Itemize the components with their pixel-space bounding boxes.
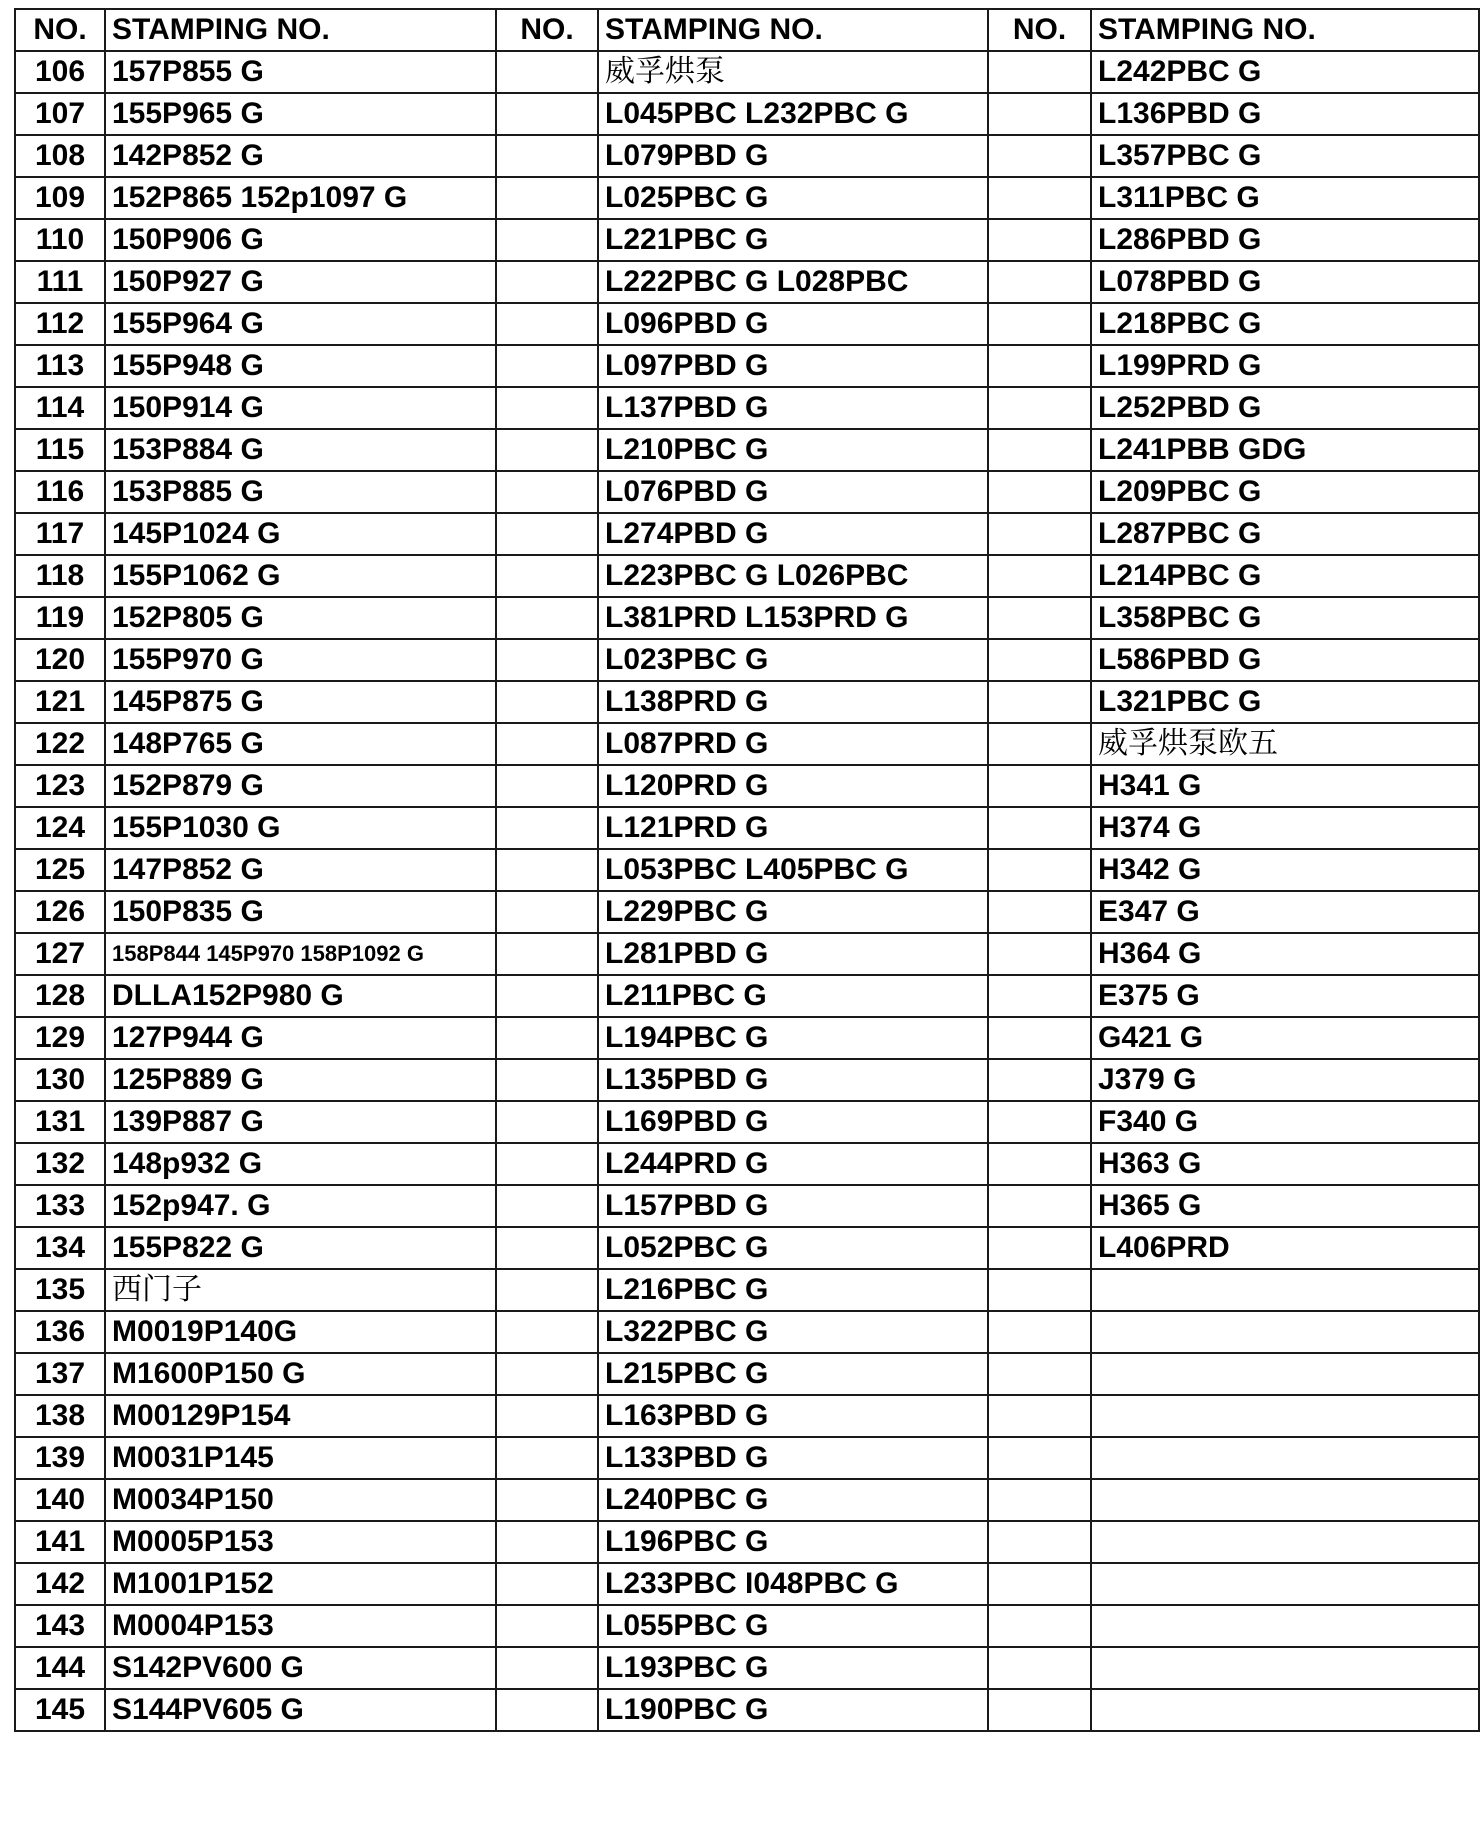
- row-no-col3: [988, 765, 1091, 807]
- row-no-col3: [988, 1563, 1091, 1605]
- table-row: [15, 1605, 1479, 1647]
- row-no-col1: 130: [15, 1059, 105, 1101]
- stamping-no-col2: L210PBC G: [598, 429, 988, 471]
- stamping-no-col1: 157P855 G: [105, 51, 496, 93]
- stamping-no-col1: 155P1030 G: [105, 807, 496, 849]
- stamping-no-col2: L045PBC L232PBC G: [598, 93, 988, 135]
- row-no-col1: 118: [15, 555, 105, 597]
- stamping-no-col3: F340 G: [1091, 1101, 1479, 1143]
- row-no-col2: [496, 1479, 598, 1521]
- row-no-col1: 144: [15, 1647, 105, 1689]
- row-no-col2: [496, 555, 598, 597]
- row-no-col2: [496, 1563, 598, 1605]
- row-no-col2: [496, 975, 598, 1017]
- stamping-no-col2: L229PBC G: [598, 891, 988, 933]
- stamping-no-col3: L287PBC G: [1091, 513, 1479, 555]
- stamping-no-col1: M0019P140G: [105, 1311, 496, 1353]
- stamping-no-col1: 155P1062 G: [105, 555, 496, 597]
- row-no-col3: [988, 303, 1091, 345]
- stamping-no-col2: L216PBC G: [598, 1269, 988, 1311]
- row-no-col3: [988, 471, 1091, 513]
- stamping-no-col3: L406PRD: [1091, 1227, 1479, 1269]
- stamping-no-col2: L193PBC G: [598, 1647, 988, 1689]
- row-no-col3: [988, 555, 1091, 597]
- row-no-col3: [988, 261, 1091, 303]
- row-no-col3: [988, 849, 1091, 891]
- table-row: [15, 933, 1479, 975]
- table-row: [15, 807, 1479, 849]
- stamping-no-col2: L138PRD G: [598, 681, 988, 723]
- row-no-col2: [496, 429, 598, 471]
- row-no-col3: [988, 1605, 1091, 1647]
- row-no-col2: [496, 51, 598, 93]
- stamping-no-col2: L222PBC G L028PBC: [598, 261, 988, 303]
- stamping-no-col1: 155P964 G: [105, 303, 496, 345]
- row-no-col2: [496, 1395, 598, 1437]
- row-no-col1: 114: [15, 387, 105, 429]
- row-no-col2: [496, 1353, 598, 1395]
- stamping-no-col3: [1091, 1605, 1479, 1647]
- stamping-no-col2: L274PBD G: [598, 513, 988, 555]
- stamping-no-col1: 150P927 G: [105, 261, 496, 303]
- stamping-no-col2: L025PBC G: [598, 177, 988, 219]
- stamping-table-sheet: [14, 8, 1478, 1732]
- row-no-col2: [496, 1059, 598, 1101]
- stamping-no-col1: 145P1024 G: [105, 513, 496, 555]
- stamping-no-col1: M0034P150: [105, 1479, 496, 1521]
- row-no-col1: 133: [15, 1185, 105, 1227]
- row-no-col1: 135: [15, 1269, 105, 1311]
- row-no-col3: [988, 807, 1091, 849]
- row-no-col3: [988, 1143, 1091, 1185]
- table-row: [15, 555, 1479, 597]
- table-row: [15, 597, 1479, 639]
- stamping-no-col1: 153P885 G: [105, 471, 496, 513]
- table-row: [15, 51, 1479, 93]
- stamping-no-col2: L233PBC I048PBC G: [598, 1563, 988, 1605]
- stamping-no-col1: 150P835 G: [105, 891, 496, 933]
- row-no-col2: [496, 1185, 598, 1227]
- row-no-col3: [988, 933, 1091, 975]
- row-no-col1: 115: [15, 429, 105, 471]
- row-no-col1: 139: [15, 1437, 105, 1479]
- stamping-no-col1: 147P852 G: [105, 849, 496, 891]
- row-no-col3: [988, 345, 1091, 387]
- table-row: [15, 429, 1479, 471]
- row-no-col2: [496, 1647, 598, 1689]
- row-no-col3: [988, 387, 1091, 429]
- row-no-col1: 141: [15, 1521, 105, 1563]
- row-no-col2: [496, 933, 598, 975]
- table-row: [15, 177, 1479, 219]
- row-no-col3: [988, 51, 1091, 93]
- stamping-no-col2: L133PBD G: [598, 1437, 988, 1479]
- table-row: [15, 639, 1479, 681]
- stamping-no-col1: 152P879 G: [105, 765, 496, 807]
- row-no-col3: [988, 1689, 1091, 1731]
- row-no-col2: [496, 1269, 598, 1311]
- stamping-no-col2: L190PBC G: [598, 1689, 988, 1731]
- row-no-col2: [496, 177, 598, 219]
- stamping-no-col3: [1091, 1479, 1479, 1521]
- row-no-col1: 111: [15, 261, 105, 303]
- row-no-col2: [496, 639, 598, 681]
- stamping-no-col1: S144PV605 G: [105, 1689, 496, 1731]
- row-no-col2: [496, 1143, 598, 1185]
- stamping-no-col3: L199PRD G: [1091, 345, 1479, 387]
- stamping-no-col1: 127P944 G: [105, 1017, 496, 1059]
- stamping-no-col3: [1091, 1689, 1479, 1731]
- header-stamping-2: STAMPING NO.: [598, 9, 988, 51]
- row-no-col3: [988, 597, 1091, 639]
- row-no-col1: 132: [15, 1143, 105, 1185]
- row-no-col1: 113: [15, 345, 105, 387]
- row-no-col3: [988, 1521, 1091, 1563]
- row-no-col2: [496, 345, 598, 387]
- row-no-col1: 143: [15, 1605, 105, 1647]
- stamping-no-col3: L242PBC G: [1091, 51, 1479, 93]
- row-no-col2: [496, 1605, 598, 1647]
- stamping-no-col2: L096PBD G: [598, 303, 988, 345]
- stamping-no-col3: L311PBC G: [1091, 177, 1479, 219]
- table-row: [15, 1479, 1479, 1521]
- stamping-no-col2: L221PBC G: [598, 219, 988, 261]
- row-no-col3: [988, 723, 1091, 765]
- table-row: [15, 1437, 1479, 1479]
- row-no-col1: 138: [15, 1395, 105, 1437]
- stamping-no-col1: 153P884 G: [105, 429, 496, 471]
- stamping-no-col1: 150P906 G: [105, 219, 496, 261]
- stamping-no-col2: L244PRD G: [598, 1143, 988, 1185]
- stamping-no-col2: L157PBD G: [598, 1185, 988, 1227]
- table-row: [15, 1395, 1479, 1437]
- stamping-no-col3: E347 G: [1091, 891, 1479, 933]
- row-no-col3: [988, 429, 1091, 471]
- row-no-col1: 108: [15, 135, 105, 177]
- row-no-col3: [988, 513, 1091, 555]
- stamping-no-col1: 150P914 G: [105, 387, 496, 429]
- table-row: [15, 345, 1479, 387]
- table-row: [15, 681, 1479, 723]
- stamping-no-col2: L281PBD G: [598, 933, 988, 975]
- row-no-col2: [496, 219, 598, 261]
- stamping-table: [14, 8, 1480, 1732]
- row-no-col1: 119: [15, 597, 105, 639]
- stamping-no-col1: M1600P150 G: [105, 1353, 496, 1395]
- stamping-no-col3: [1091, 1437, 1479, 1479]
- stamping-no-col1: M0004P153: [105, 1605, 496, 1647]
- stamping-no-col2: 威孚烘泵: [598, 51, 988, 93]
- stamping-no-col2: L215PBC G: [598, 1353, 988, 1395]
- table-row: [15, 975, 1479, 1017]
- stamping-no-col1: 139P887 G: [105, 1101, 496, 1143]
- row-no-col1: 109: [15, 177, 105, 219]
- row-no-col3: [988, 1311, 1091, 1353]
- row-no-col3: [988, 93, 1091, 135]
- stamping-no-col1: M0031P145: [105, 1437, 496, 1479]
- table-row: [15, 387, 1479, 429]
- stamping-no-col3: L209PBC G: [1091, 471, 1479, 513]
- stamping-no-col1: 145P875 G: [105, 681, 496, 723]
- row-no-col3: [988, 1017, 1091, 1059]
- table-body: [15, 51, 1479, 1731]
- table-row: [15, 849, 1479, 891]
- stamping-no-col1: 155P965 G: [105, 93, 496, 135]
- row-no-col3: [988, 1059, 1091, 1101]
- table-row: [15, 723, 1479, 765]
- stamping-no-col3: L136PBD G: [1091, 93, 1479, 135]
- stamping-no-col2: L121PRD G: [598, 807, 988, 849]
- stamping-no-col3: L241PBB GDG: [1091, 429, 1479, 471]
- stamping-no-col1: M00129P154: [105, 1395, 496, 1437]
- stamping-no-col1: 155P970 G: [105, 639, 496, 681]
- stamping-no-col2: L052PBC G: [598, 1227, 988, 1269]
- row-no-col1: 125: [15, 849, 105, 891]
- stamping-no-col3: L218PBC G: [1091, 303, 1479, 345]
- table-row: [15, 1143, 1479, 1185]
- stamping-no-col1: 142P852 G: [105, 135, 496, 177]
- row-no-col1: 116: [15, 471, 105, 513]
- table-row: [15, 261, 1479, 303]
- row-no-col1: 120: [15, 639, 105, 681]
- table-row: [15, 471, 1479, 513]
- table-row: [15, 891, 1479, 933]
- stamping-no-col2: L079PBD G: [598, 135, 988, 177]
- row-no-col1: 107: [15, 93, 105, 135]
- stamping-no-col3: L286PBD G: [1091, 219, 1479, 261]
- row-no-col1: 128: [15, 975, 105, 1017]
- row-no-col2: [496, 723, 598, 765]
- row-no-col3: [988, 219, 1091, 261]
- stamping-no-col3: H364 G: [1091, 933, 1479, 975]
- row-no-col2: [496, 513, 598, 555]
- stamping-no-col2: L211PBC G: [598, 975, 988, 1017]
- table-row: [15, 513, 1479, 555]
- row-no-col1: 126: [15, 891, 105, 933]
- row-no-col1: 112: [15, 303, 105, 345]
- row-no-col3: [988, 1269, 1091, 1311]
- stamping-no-col2: L087PRD G: [598, 723, 988, 765]
- header-no-2: NO.: [496, 9, 598, 51]
- stamping-no-col3: L586PBD G: [1091, 639, 1479, 681]
- stamping-no-col3: [1091, 1521, 1479, 1563]
- row-no-col2: [496, 849, 598, 891]
- stamping-no-col3: H341 G: [1091, 765, 1479, 807]
- stamping-no-col3: L357PBC G: [1091, 135, 1479, 177]
- stamping-no-col3: 威孚烘泵欧五: [1091, 723, 1479, 765]
- stamping-no-col2: L322PBC G: [598, 1311, 988, 1353]
- stamping-no-col1: 152P865 152p1097 G: [105, 177, 496, 219]
- stamping-no-col3: [1091, 1269, 1479, 1311]
- row-no-col1: 106: [15, 51, 105, 93]
- row-no-col3: [988, 1437, 1091, 1479]
- row-no-col2: [496, 1689, 598, 1731]
- row-no-col1: 134: [15, 1227, 105, 1269]
- table-row: [15, 303, 1479, 345]
- stamping-no-col1: DLLA152P980 G: [105, 975, 496, 1017]
- stamping-no-col3: G421 G: [1091, 1017, 1479, 1059]
- stamping-no-col3: L252PBD G: [1091, 387, 1479, 429]
- header-no-3: NO.: [988, 9, 1091, 51]
- stamping-no-col3: L214PBC G: [1091, 555, 1479, 597]
- stamping-no-col1: 125P889 G: [105, 1059, 496, 1101]
- row-no-col2: [496, 1227, 598, 1269]
- row-no-col2: [496, 387, 598, 429]
- stamping-no-col3: H342 G: [1091, 849, 1479, 891]
- row-no-col2: [496, 261, 598, 303]
- stamping-no-col2: L137PBD G: [598, 387, 988, 429]
- stamping-no-col2: L055PBC G: [598, 1605, 988, 1647]
- row-no-col3: [988, 681, 1091, 723]
- row-no-col3: [988, 177, 1091, 219]
- stamping-no-col3: [1091, 1563, 1479, 1605]
- row-no-col2: [496, 1101, 598, 1143]
- row-no-col2: [496, 1311, 598, 1353]
- stamping-no-col3: J379 G: [1091, 1059, 1479, 1101]
- table-row: [15, 1647, 1479, 1689]
- row-no-col1: 121: [15, 681, 105, 723]
- stamping-no-col1: 155P822 G: [105, 1227, 496, 1269]
- table-row: [15, 1269, 1479, 1311]
- table-row: [15, 93, 1479, 135]
- stamping-no-col2: L223PBC G L026PBC: [598, 555, 988, 597]
- stamping-no-col1: 西门子: [105, 1269, 496, 1311]
- row-no-col1: 129: [15, 1017, 105, 1059]
- row-no-col2: [496, 93, 598, 135]
- row-no-col1: 124: [15, 807, 105, 849]
- stamping-no-col3: [1091, 1647, 1479, 1689]
- stamping-no-col2: L381PRD L153PRD G: [598, 597, 988, 639]
- row-no-col3: [988, 1185, 1091, 1227]
- row-no-col3: [988, 975, 1091, 1017]
- stamping-no-col2: L120PRD G: [598, 765, 988, 807]
- table-row: [15, 1689, 1479, 1731]
- stamping-no-col1: 158P844 145P970 158P1092 G: [105, 933, 496, 975]
- row-no-col2: [496, 1437, 598, 1479]
- row-no-col3: [988, 1101, 1091, 1143]
- stamping-no-col3: H363 G: [1091, 1143, 1479, 1185]
- stamping-no-col1: 155P948 G: [105, 345, 496, 387]
- stamping-no-col3: [1091, 1395, 1479, 1437]
- row-no-col1: 142: [15, 1563, 105, 1605]
- header-stamping-1: STAMPING NO.: [105, 9, 496, 51]
- row-no-col2: [496, 1521, 598, 1563]
- row-no-col3: [988, 1353, 1091, 1395]
- header-stamping-3: STAMPING NO.: [1091, 9, 1479, 51]
- stamping-no-col2: L023PBC G: [598, 639, 988, 681]
- stamping-no-col1: S142PV600 G: [105, 1647, 496, 1689]
- row-no-col2: [496, 303, 598, 345]
- table-row: [15, 135, 1479, 177]
- row-no-col2: [496, 597, 598, 639]
- row-no-col1: 137: [15, 1353, 105, 1395]
- row-no-col2: [496, 681, 598, 723]
- row-no-col1: 110: [15, 219, 105, 261]
- row-no-col2: [496, 807, 598, 849]
- stamping-no-col3: L321PBC G: [1091, 681, 1479, 723]
- stamping-no-col1: 148P765 G: [105, 723, 496, 765]
- row-no-col3: [988, 639, 1091, 681]
- stamping-no-col2: L097PBD G: [598, 345, 988, 387]
- table-row: [15, 1563, 1479, 1605]
- row-no-col3: [988, 135, 1091, 177]
- table-row: [15, 1353, 1479, 1395]
- stamping-no-col2: L240PBC G: [598, 1479, 988, 1521]
- stamping-no-col2: L076PBD G: [598, 471, 988, 513]
- row-no-col3: [988, 891, 1091, 933]
- stamping-no-col2: L169PBD G: [598, 1101, 988, 1143]
- row-no-col2: [496, 1017, 598, 1059]
- stamping-no-col2: L135PBD G: [598, 1059, 988, 1101]
- table-row: [15, 1311, 1479, 1353]
- stamping-no-col1: 152P805 G: [105, 597, 496, 639]
- table-row: [15, 1521, 1479, 1563]
- row-no-col3: [988, 1647, 1091, 1689]
- row-no-col3: [988, 1395, 1091, 1437]
- stamping-no-col3: E375 G: [1091, 975, 1479, 1017]
- row-no-col2: [496, 471, 598, 513]
- row-no-col3: [988, 1479, 1091, 1521]
- stamping-no-col3: L078PBD G: [1091, 261, 1479, 303]
- row-no-col1: 145: [15, 1689, 105, 1731]
- row-no-col2: [496, 765, 598, 807]
- stamping-no-col3: [1091, 1311, 1479, 1353]
- table-row: [15, 1017, 1479, 1059]
- header-no-1: NO.: [15, 9, 105, 51]
- stamping-no-col1: 148p932 G: [105, 1143, 496, 1185]
- stamping-no-col3: [1091, 1353, 1479, 1395]
- stamping-no-col2: L196PBC G: [598, 1521, 988, 1563]
- stamping-no-col2: L163PBD G: [598, 1395, 988, 1437]
- table-row: [15, 765, 1479, 807]
- table-row: [15, 1101, 1479, 1143]
- row-no-col1: 127: [15, 933, 105, 975]
- stamping-no-col2: L194PBC G: [598, 1017, 988, 1059]
- table-row: [15, 1185, 1479, 1227]
- stamping-no-col1: M0005P153: [105, 1521, 496, 1563]
- row-no-col1: 122: [15, 723, 105, 765]
- stamping-no-col1: M1001P152: [105, 1563, 496, 1605]
- row-no-col1: 131: [15, 1101, 105, 1143]
- stamping-no-col1: 152p947. G: [105, 1185, 496, 1227]
- header-row: [15, 9, 1479, 51]
- row-no-col1: 123: [15, 765, 105, 807]
- stamping-no-col2: L053PBC L405PBC G: [598, 849, 988, 891]
- row-no-col2: [496, 135, 598, 177]
- stamping-no-col3: H365 G: [1091, 1185, 1479, 1227]
- row-no-col3: [988, 1227, 1091, 1269]
- stamping-no-col3: H374 G: [1091, 807, 1479, 849]
- row-no-col1: 136: [15, 1311, 105, 1353]
- row-no-col1: 140: [15, 1479, 105, 1521]
- row-no-col1: 117: [15, 513, 105, 555]
- table-row: [15, 219, 1479, 261]
- row-no-col2: [496, 891, 598, 933]
- table-row: [15, 1059, 1479, 1101]
- stamping-no-col3: L358PBC G: [1091, 597, 1479, 639]
- table-row: [15, 1227, 1479, 1269]
